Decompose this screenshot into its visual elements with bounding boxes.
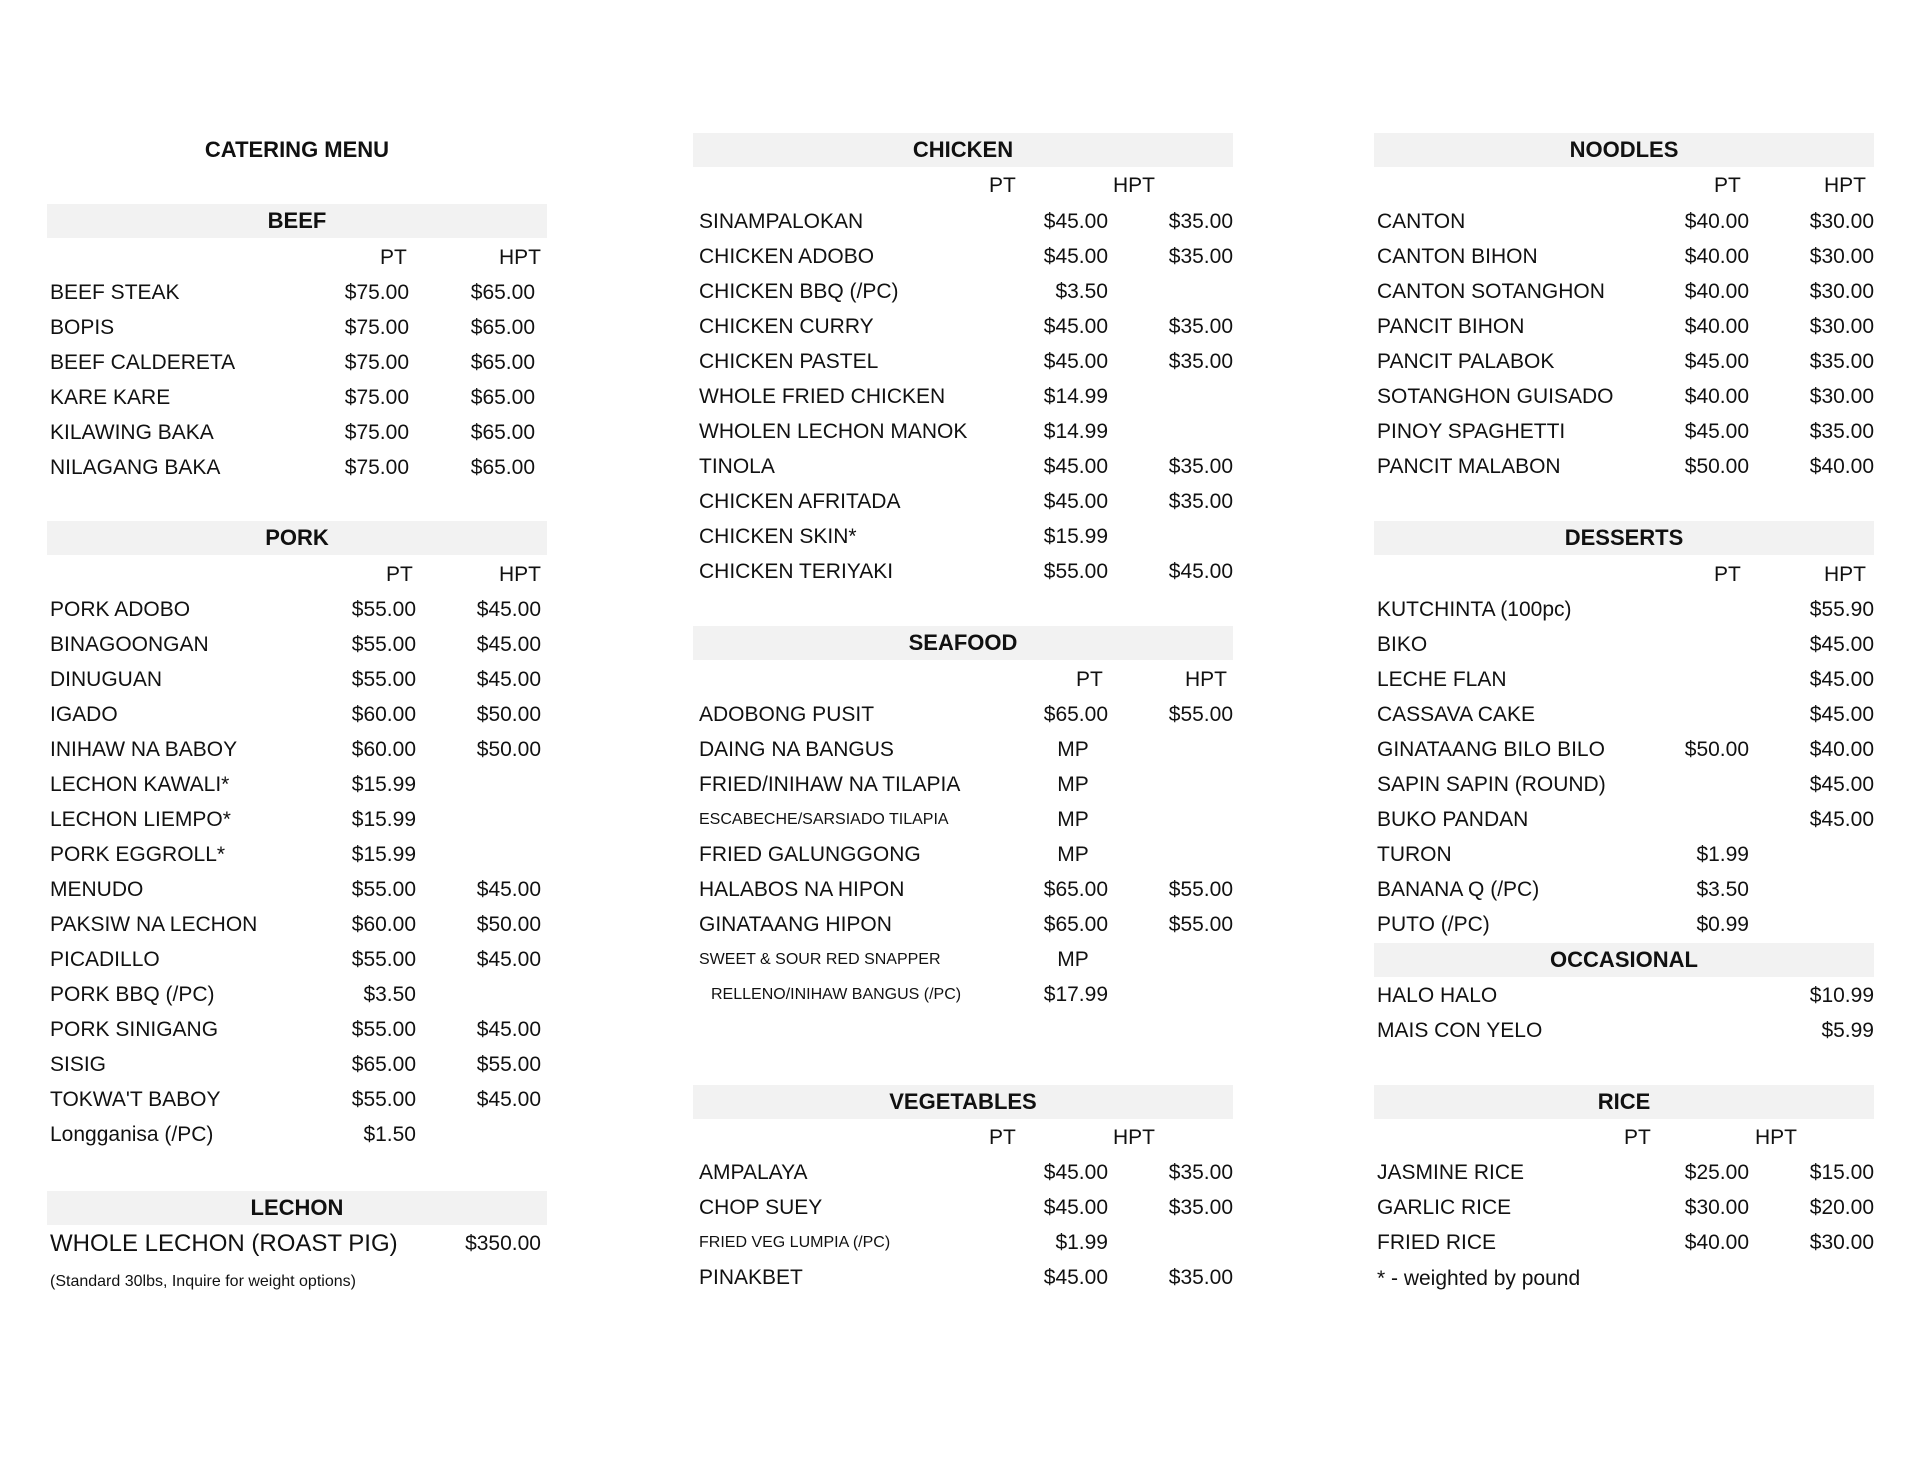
item-name: DAING NA BANGUS [699,738,894,761]
item-name: BOPIS [50,316,115,339]
menu-item-row [1374,1013,1874,1048]
pt-price: $55.00 [1043,560,1108,583]
pt-price: $55.00 [351,633,416,656]
hpt-price: $55.00 [1168,913,1233,936]
hpt-price: $45.00 [1809,633,1874,656]
pt-price: $15.99 [1043,525,1108,548]
hpt-label: HPT [1113,174,1155,197]
item-name: ESCABECHE/SARSIADO TILAPIA [699,811,949,828]
item-name: DINUGUAN [50,668,163,691]
pt-price: $45.00 [1043,245,1108,268]
hpt-price: $35.00 [1168,315,1233,338]
item-name: BEEF STEAK [50,281,180,304]
pt-price: $55.00 [351,598,416,621]
hpt-price: $45.00 [1809,668,1874,691]
menu-item-row [47,732,547,767]
hpt-price: $45.00 [1809,703,1874,726]
pt-price: $30.00 [1684,1196,1749,1219]
menu-item-row [1374,274,1874,309]
hpt-label: HPT [1185,668,1227,691]
item-name: KILAWING BAKA [50,421,214,444]
hpt-price: $55.00 [1168,703,1233,726]
menu-item-row [1374,204,1874,239]
hpt-price: $50.00 [476,703,541,726]
pt-label: PT [1714,563,1741,586]
item-name: PUTO (/PC) [1377,913,1490,936]
pt-price: $3.50 [1055,280,1108,303]
pt-price: $55.00 [351,948,416,971]
pt-price: $45.00 [1043,350,1108,373]
menu-item-row [47,450,547,485]
item-name: SISIG [50,1053,107,1076]
pt-label: PT [1624,1126,1651,1149]
pt-price: $75.00 [344,316,409,339]
pt-price: $45.00 [1043,1161,1108,1184]
hpt-price: $40.00 [1809,455,1874,478]
hpt-price: $35.00 [1168,490,1233,513]
pt-price: $75.00 [344,456,409,479]
hpt-price: $45.00 [476,948,541,971]
noodles-list [1374,204,1874,484]
menu-item-row [1374,802,1874,837]
pt-price: $50.00 [1684,738,1749,761]
hpt-price: $30.00 [1809,210,1874,233]
item-name: INIHAW NA BABOY [50,738,238,761]
menu-item-row [693,1260,1233,1295]
hpt-price: $15.00 [1809,1161,1874,1184]
pt-price: $60.00 [351,913,416,936]
menu-item-row [47,1012,547,1047]
hpt-price: $20.00 [1809,1196,1874,1219]
hpt-price: $35.00 [1168,350,1233,373]
menu-item-row [693,449,1233,484]
item-name: AMPALAYA [699,1161,808,1184]
pork-list [47,592,547,1152]
item-name: SOTANGHON GUISADO [1377,385,1614,408]
hpt-price: $45.00 [1168,560,1233,583]
pt-price: $15.99 [351,808,416,831]
pt-price: $40.00 [1684,280,1749,303]
pt-label: PT [989,174,1016,197]
menu-item-row [1374,1155,1874,1190]
hpt-price: $55.00 [476,1053,541,1076]
menu-item-row [1374,309,1874,344]
chicken-header: CHICKEN [693,133,1233,167]
item-price: $10.99 [1809,984,1874,1007]
hpt-price: $65.00 [470,456,535,479]
item-name: WHOLE FRIED CHICKEN [699,385,946,408]
pt-price: $40.00 [1684,210,1749,233]
item-name: PANCIT MALABON [1377,455,1561,478]
item-name: CHICKEN CURRY [699,315,874,338]
menu-item-row [693,344,1233,379]
pt-price: $40.00 [1684,245,1749,268]
menu-item-row [693,1190,1233,1225]
pt-price: $45.00 [1043,455,1108,478]
hpt-price: $65.00 [470,386,535,409]
pt-price: $75.00 [344,281,409,304]
item-name: GINATAANG HIPON [699,913,892,936]
pt-price: $45.00 [1043,490,1108,513]
hpt-label: HPT [1824,174,1866,197]
menu-item-row [47,767,547,802]
item-name: CHICKEN BBQ (/PC) [699,280,899,303]
hpt-price: $35.00 [1168,455,1233,478]
pt-price: MP [1057,843,1089,866]
pt-label: PT [1076,668,1103,691]
menu-item-row [693,519,1233,554]
pt-price: $55.00 [351,1088,416,1111]
beef-list [47,275,547,485]
menu-item-row [47,415,547,450]
pt-price: $25.00 [1684,1161,1749,1184]
vegetables-list [693,1155,1233,1295]
hpt-price: $30.00 [1809,245,1874,268]
pt-price: $0.99 [1696,913,1749,936]
hpt-price: $30.00 [1809,315,1874,338]
menu-item-row [693,732,1233,767]
item-name: LECHON LIEMPO* [50,808,231,831]
item-name: CHICKEN PASTEL [699,350,879,373]
item-name: PORK ADOBO [50,598,191,621]
rice-list [1374,1155,1874,1260]
menu-item-row [693,379,1233,414]
lechon-item-price: $350.00 [465,1232,541,1255]
pt-price: $3.50 [363,983,416,1006]
menu-item-row [1374,592,1874,627]
pt-label: PT [1714,174,1741,197]
menu-item-row [1374,344,1874,379]
pt-label: PT [386,563,413,586]
item-name: CANTON SOTANGHON [1377,280,1605,303]
item-name: PORK BBQ (/PC) [50,983,215,1006]
pt-price: $17.99 [1043,983,1108,1006]
menu-item-row [693,767,1233,802]
noodles-header: NOODLES [1374,133,1874,167]
item-name: GINATAANG BILO BILO [1377,738,1605,761]
item-name: TOKWA'T BABOY [50,1088,221,1111]
item-name: WHOLEN LECHON MANOK [699,420,968,443]
menu-item-row [693,484,1233,519]
hpt-price: $45.00 [1809,773,1874,796]
item-name: PORK EGGROLL* [50,843,226,866]
menu-item-row [693,977,1233,1012]
item-name: FRIED VEG LUMPIA (/PC) [699,1234,891,1251]
menu-item-row [1374,732,1874,767]
menu-item-row [47,1117,547,1152]
menu-item-row [1374,907,1874,942]
pt-price: $40.00 [1684,315,1749,338]
menu-item-row [47,310,547,345]
vegetables-header: VEGETABLES [693,1085,1233,1119]
menu-item-row [1374,837,1874,872]
menu-title: CATERING MENU [204,137,390,162]
item-name: CHOP SUEY [699,1196,823,1219]
pt-price: $65.00 [1043,703,1108,726]
item-name: CANTON BIHON [1377,245,1538,268]
item-name: LECHE FLAN [1377,668,1507,691]
item-name: PORK SINIGANG [50,1018,219,1041]
hpt-label: HPT [1824,563,1866,586]
hpt-price: $30.00 [1809,280,1874,303]
pt-label: PT [989,1126,1016,1149]
menu-item-row [1374,414,1874,449]
hpt-price: $35.00 [1168,1266,1233,1289]
menu-item-row [47,697,547,732]
menu-item-row [693,942,1233,977]
item-name: KARE KARE [50,386,171,409]
menu-item-row [693,837,1233,872]
menu-item-row [1374,627,1874,662]
menu-item-row [693,414,1233,449]
pt-price: $15.99 [351,843,416,866]
pork-header: PORK [47,521,547,555]
hpt-price: $65.00 [470,316,535,339]
pt-price: $75.00 [344,421,409,444]
hpt-price: $45.00 [476,1018,541,1041]
hpt-price: $45.00 [476,878,541,901]
pt-price: $45.00 [1043,315,1108,338]
pt-price: $45.00 [1684,420,1749,443]
item-name: JASMINE RICE [1377,1161,1525,1184]
menu-item-row [693,309,1233,344]
hpt-price: $50.00 [476,738,541,761]
occasional-list [1374,978,1874,1048]
item-name: ADOBONG PUSIT [699,703,875,726]
item-name: RELLENO/INIHAW BANGUS (/PC) [711,986,962,1003]
item-name: HALABOS NA HIPON [699,878,905,901]
item-name: CANTON [1377,210,1466,233]
hpt-label: HPT [499,246,541,269]
pt-price: $65.00 [351,1053,416,1076]
hpt-price: $65.00 [470,421,535,444]
pt-price: $14.99 [1043,420,1108,443]
menu-item-row [1374,1190,1874,1225]
menu-item-row [693,554,1233,589]
menu-item-row [47,662,547,697]
pt-label: PT [380,246,407,269]
item-name: GARLIC RICE [1377,1196,1512,1219]
pt-price: $14.99 [1043,385,1108,408]
item-name: BIKO [1377,633,1428,656]
item-name: FRIED RICE [1377,1231,1497,1254]
menu-item-row [693,204,1233,239]
chicken-list [693,204,1233,589]
pt-price: $60.00 [351,738,416,761]
hpt-price: $50.00 [476,913,541,936]
item-name: LECHON KAWALI* [50,773,230,796]
hpt-price: $45.00 [476,598,541,621]
menu-item-row [47,275,547,310]
rice-header: RICE [1374,1085,1874,1119]
pt-price: $60.00 [351,703,416,726]
menu-item-row [1374,697,1874,732]
menu-item-row [1374,872,1874,907]
menu-item-row [47,1082,547,1117]
menu-item-row [47,907,547,942]
item-name: PANCIT PALABOK [1377,350,1555,373]
menu-item-row [47,1047,547,1082]
item-name: CHICKEN AFRITADA [699,490,901,513]
pt-price: MP [1057,948,1089,971]
menu-item-row [1374,379,1874,414]
hpt-price: $30.00 [1809,385,1874,408]
pt-price: MP [1057,808,1089,831]
menu-item-row [693,239,1233,274]
hpt-price: $35.00 [1809,420,1874,443]
pt-price: $55.00 [351,1018,416,1041]
lechon-item-name: WHOLE LECHON (ROAST PIG) [50,1230,398,1257]
pt-price: $65.00 [1043,878,1108,901]
lechon-header: LECHON [47,1191,547,1225]
item-name: SINAMPALOKAN [699,210,864,233]
item-name: SAPIN SAPIN (ROUND) [1377,773,1606,796]
item-name: PAKSIW NA LECHON [50,913,258,936]
hpt-label: HPT [499,563,541,586]
item-price: $5.99 [1821,1019,1874,1042]
hpt-price: $35.00 [1809,350,1874,373]
hpt-price: $35.00 [1168,1196,1233,1219]
item-name: PICADILLO [50,948,160,971]
hpt-price: $55.00 [1168,878,1233,901]
menu-item-row [47,627,547,662]
pt-price: $45.00 [1043,210,1108,233]
pt-price: MP [1057,738,1089,761]
item-name: IGADO [50,703,118,726]
menu-item-row [1374,978,1874,1013]
item-name: PINOY SPAGHETTI [1377,420,1566,443]
desserts-header: DESSERTS [1374,521,1874,555]
item-name: CHICKEN SKIN* [699,525,857,548]
menu-item-row [1374,767,1874,802]
item-name: TINOLA [699,455,775,478]
pt-price: $15.99 [351,773,416,796]
hpt-price: $55.90 [1809,598,1874,621]
menu-item-row [1374,662,1874,697]
beef-header: BEEF [47,204,547,238]
pt-price: $1.99 [1696,843,1749,866]
item-name: CASSAVA CAKE [1377,703,1535,726]
pt-price: $45.00 [1043,1266,1108,1289]
hpt-price: $45.00 [476,633,541,656]
menu-item-row [693,1225,1233,1260]
pt-price: $40.00 [1684,1231,1749,1254]
hpt-price: $45.00 [476,668,541,691]
hpt-price: $30.00 [1809,1231,1874,1254]
pt-price: $55.00 [351,668,416,691]
pt-price: MP [1057,773,1089,796]
hpt-label: HPT [1755,1126,1797,1149]
pt-price: $65.00 [1043,913,1108,936]
menu-item-row [693,907,1233,942]
pt-price: $75.00 [344,351,409,374]
pt-price: $40.00 [1684,385,1749,408]
menu-item-row [47,872,547,907]
hpt-price: $45.00 [1809,808,1874,831]
menu-item-row [47,592,547,627]
hpt-price: $40.00 [1809,738,1874,761]
menu-item-row [1374,1225,1874,1260]
hpt-price: $35.00 [1168,245,1233,268]
item-name: BANANA Q (/PC) [1377,878,1540,901]
hpt-price: $35.00 [1168,1161,1233,1184]
item-name: BINAGOONGAN [50,633,209,656]
seafood-list [693,697,1233,1012]
item-name: KUTCHINTA (100pc) [1377,598,1572,621]
menu-item-row [47,802,547,837]
hpt-price: $65.00 [470,351,535,374]
item-name: BEEF CALDERETA [50,351,236,374]
item-name: HALO HALO [1377,984,1498,1007]
menu-item-row [47,837,547,872]
hpt-price: $65.00 [470,281,535,304]
desserts-list [1374,592,1874,942]
item-name: MENUDO [50,878,144,901]
hpt-price: $45.00 [476,1088,541,1111]
item-name: BUKO PANDAN [1377,808,1529,831]
menu-item-row [693,1155,1233,1190]
pt-price: $55.00 [351,878,416,901]
menu-item-row [47,977,547,1012]
item-name: TURON [1377,843,1452,866]
seafood-header: SEAFOOD [693,626,1233,660]
item-name: SWEET & SOUR RED SNAPPER [699,951,941,968]
item-name: FRIED/INIHAW NA TILAPIA [699,773,961,796]
item-name: CHICKEN ADOBO [699,245,875,268]
pt-price: $50.00 [1684,455,1749,478]
footnote: * - weighted by pound [1377,1267,1581,1290]
lechon-note: (Standard 30lbs, Inquire for weight options) [50,1273,356,1290]
menu-item-row [47,942,547,977]
hpt-label: HPT [1113,1126,1155,1149]
item-name: NILAGANG BAKA [50,456,221,479]
menu-item-row [1374,449,1874,484]
item-name: PINAKBET [699,1266,803,1289]
item-name: CHICKEN TERIYAKI [699,560,894,583]
menu-item-row [693,274,1233,309]
menu-item-row [1374,239,1874,274]
item-name: Longganisa (/PC) [50,1123,214,1146]
menu-item-row [47,345,547,380]
menu-item-row [693,697,1233,732]
hpt-price: $35.00 [1168,210,1233,233]
item-name: FRIED GALUNGGONG [699,843,921,866]
pt-price: $1.50 [363,1123,416,1146]
pt-price: $45.00 [1043,1196,1108,1219]
pt-price: $3.50 [1696,878,1749,901]
item-name: PANCIT BIHON [1377,315,1525,338]
occasional-header: OCCASIONAL [1374,943,1874,977]
pt-price: $1.99 [1055,1231,1108,1254]
item-name: MAIS CON YELO [1377,1019,1543,1042]
pt-price: $45.00 [1684,350,1749,373]
pt-price: $75.00 [344,386,409,409]
menu-item-row [693,872,1233,907]
menu-item-row [47,380,547,415]
menu-item-row [693,802,1233,837]
